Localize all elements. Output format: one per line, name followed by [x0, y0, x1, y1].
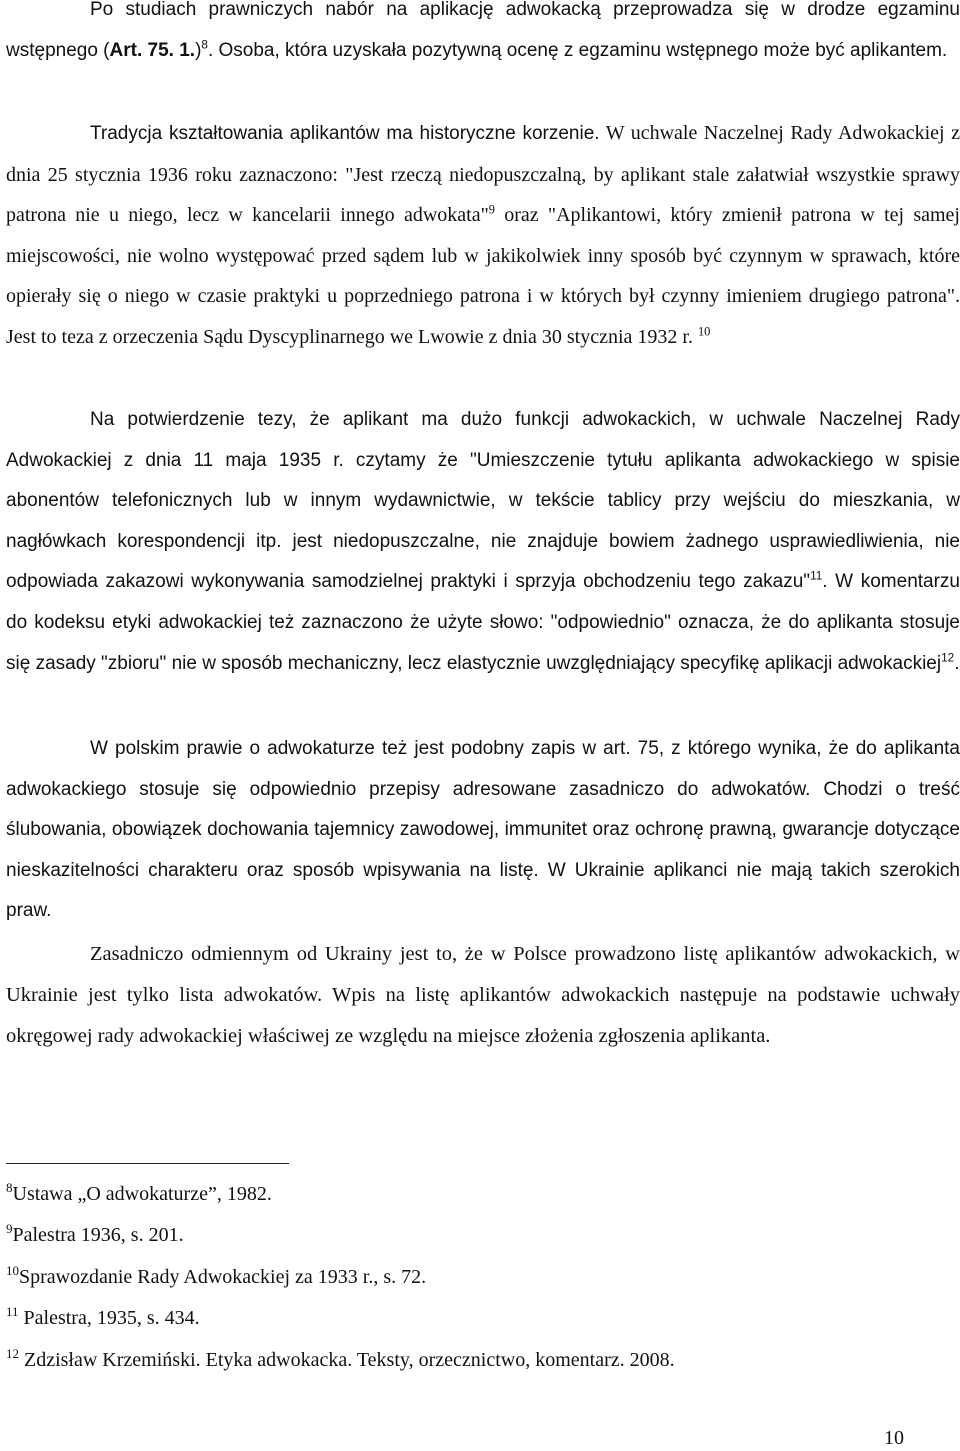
footnote-ref-9[interactable]: 9	[488, 202, 495, 217]
paragraph-entrance-exam: Po studiach prawniczych nabór na aplikację adwokacką przeprowadza się w drodze egzaminu wstępnego (Art. 75. 1.)$^8$. Osoba, która uzyskała pozytywną ocenę z egzaminu wstępnego może być aplikantem.	[6, 0, 960, 61]
footnote-10: $^{10}$Sprawozdanie Rady Adwokackiej za 1933 r., s. 72.	[6, 1263, 427, 1288]
footnote-ref-8[interactable]: 8	[201, 38, 208, 52]
footnote-ref-12[interactable]: 12	[941, 651, 955, 665]
footnote-9: $^9$Palestra 1936, s. 201.	[6, 1221, 184, 1246]
paragraph-list-difference: Zasadniczo odmiennym od Ukrainy jest to, że w Polsce prowadzono listę aplikantów adwokackich, w Ukrainie jest tylko lista adwokatów. Wpis na listę aplikantów adwokackich następuje na podstawie uchwały okręgowej rady adwokackiej właściwej ze względu na miejsce złożenia zgłoszenia aplikanta.	[6, 943, 960, 1048]
footnote-11: $^{11}$ Palestra, 1935, s. 434.	[6, 1304, 200, 1329]
footnote-12: $^{12}$ Zdzisław Krzemiński. Etyka adwokacka. Teksty, orzecznictwo, komentarz. 2008.	[6, 1346, 675, 1371]
page-number: 10	[884, 1427, 904, 1449]
footnote-ref-10[interactable]: 10	[697, 323, 711, 338]
footnote-ref-11[interactable]: 11	[810, 570, 823, 584]
paragraph-polish-law: W polskim prawie o adwokaturze też jest podobny zapis w art. 75, z którego wynika, że do aplikanta adwokackiego stosuje się odpowiednio przepisy adresowane zasadniczo do adwokatów. Chodzi o treść ślubowania, obowiązek dochowania tajemnicy zawodowej, immunitet oraz ochronę prawną, gwarancje dotyczące nieskazitelności charakteru oraz sposób wpisywania na listę. W Ukrainie aplikanci nie mają takich szerokich praw.	[6, 738, 960, 922]
footnote-separator	[6, 1163, 289, 1164]
footnote-8: $^8$Ustawa „O adwokaturze”, 1982.	[6, 1180, 272, 1205]
paragraph-tradition: Tradycja kształtowania aplikantów ma historyczne korzenie. W uchwale Naczelnej Rady Adwokackiej z dnia 25 stycznia 1936 roku zaznaczono: "Jest rzeczą niedopuszczalną, by aplikant stale załatwiał wszystkie sprawy patrona nie u niego, lecz w kancelarii innego adwokata"$^9$ oraz "Aplikantowi, który zmienił patrona w tej samej miejscowości, nie wolno występować przed sądem lub w jakikolwiek inny sposób być czynnym w sprawach, które opierały się o niego w czasie praktyki u poprzedniego patrona i w których był czynny imieniem drugiego patrona". Jest to teza z orzeczenia Sądu Dyscyplinarnego we Lwowie z dnia 30 stycznia 1932 r. $^{10}$	[6, 122, 960, 348]
article-reference: Art. 75. 1.	[109, 39, 196, 61]
paragraph-confirmation: Na potwierdzenie tezy, że aplikant ma dużo funkcji adwokackich, w uchwale Naczelnej Rady Adwokackiej z dnia 11 maja 1935 r. czytamy że "Umieszczenie tytułu aplikanta adwokackiego w spisie abonentów telefonicznych lub w innym wydawnictwie, w tekście tablicy przy wejściu do mieszkania, w nagłówkach korespondencji itp. jest niedopuszczalne, nie znajduje bowiem żadnego usprawiedliwienia, nie odpowiada zakazowi wykonywania samodzielnej praktyki i sprzyja obchodzeniu tego zakazu"$^{11}$. W komentarzu do kodeksu etyki adwokackiej też zaznaczono że użyte słowo: "odpowiednio" oznacza, że do aplikanta stosuje się zasady "zbioru" nie w sposób mechaniczny, lecz elastycznie uwzględniający specyfikę aplikacji adwokackiej$^{12}$.	[6, 409, 960, 674]
